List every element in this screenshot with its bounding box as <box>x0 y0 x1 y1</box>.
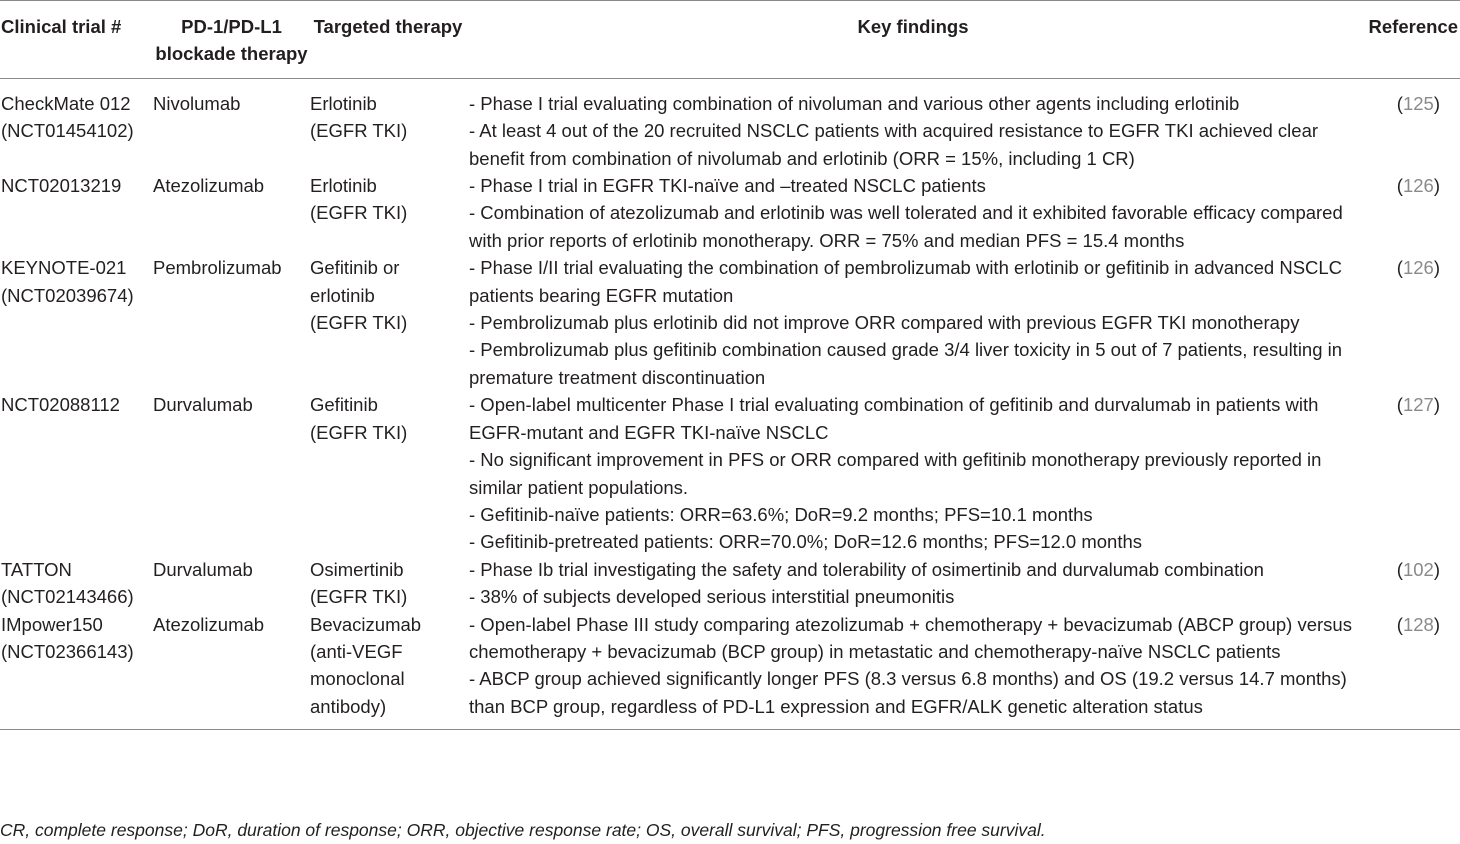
targeted-therapy-line: Gefitinib <box>310 394 378 416</box>
cell-clinical-trial <box>0 78 153 172</box>
trial-id-line: (NCT02366143) <box>1 640 134 662</box>
finding-item: - Open-label multicenter Phase I trial evaluating combination of gefitinib and durvalumab in patients with EGFR-mutant and EGFR TKI-naïve NSCLC <box>469 394 1319 443</box>
cell-key-findings <box>466 611 1360 730</box>
reference-open-paren: ( <box>1396 92 1403 114</box>
targeted-therapy-line: (EGFR TKI) <box>310 202 408 224</box>
finding-item: - At least 4 out of the 20 recruited NSCLC patients with acquired resistance to EGFR TKI achieved clear benefit from combination of nivolumab and erlotinib (ORR = 15%, including 1 CR) <box>469 120 1319 169</box>
cell-reference <box>1360 78 1460 172</box>
finding-item: - 38% of subjects developed serious interstitial pneumonitis <box>469 586 955 608</box>
cell-blockade-therapy: Durvalumab <box>153 558 253 580</box>
targeted-therapy-line: Gefitinib or <box>310 257 400 279</box>
header-targeted-therapy: Targeted therapy <box>310 1 466 79</box>
table-row <box>0 556 1460 611</box>
cell-clinical-trial <box>0 172 153 254</box>
cell-blockade-therapy: Durvalumab <box>153 394 253 416</box>
cell-key-findings <box>466 78 1360 172</box>
table-row <box>0 611 1460 730</box>
reference-close-paren: ) <box>1433 613 1440 635</box>
trial-id-line: NCT02088112 <box>1 394 120 416</box>
targeted-therapy-line: erlotinib <box>310 284 375 306</box>
cell-targeted-therapy <box>310 556 466 611</box>
finding-item: - Open-label Phase III study comparing atezolizumab + chemotherapy + bevacizumab (ABCP group) versus chemotherapy + bevacizumab (BCP group) in metastatic and chemotherapy-naïve NSCLC patients <box>469 613 1352 662</box>
reference-close-paren: ) <box>1433 92 1440 114</box>
reference-close-paren: ) <box>1433 175 1440 197</box>
cell-key-findings <box>466 556 1360 611</box>
targeted-therapy-line: (EGFR TKI) <box>310 421 408 443</box>
targeted-therapy-line: monoclonal <box>310 668 405 690</box>
header-clinical-trial: Clinical trial # <box>0 1 153 79</box>
reference-link[interactable]: 127 <box>1402 394 1434 416</box>
finding-item: - Pembrolizumab plus erlotinib did not improve ORR compared with previous EGFR TKI monotherapy <box>469 312 1300 334</box>
cell-key-findings <box>466 172 1360 254</box>
reference-close-paren: ) <box>1433 558 1440 580</box>
finding-item: - Gefitinib-naïve patients: ORR=63.6%; DoR=9.2 months; PFS=10.1 months <box>469 503 1093 525</box>
trial-id-line: (NCT02039674) <box>1 284 134 306</box>
cell-reference <box>1360 611 1460 730</box>
cell-targeted-therapy <box>310 254 466 391</box>
reference-open-paren: ( <box>1396 175 1403 197</box>
cell-blockade-therapy: Atezolizumab <box>153 175 265 197</box>
trial-id-line: IMpower150 <box>1 613 103 635</box>
header-blockade-therapy: PD-1/PD-L1 blockade therapy <box>153 1 310 79</box>
table-row <box>0 391 1460 555</box>
finding-item: - Phase I trial evaluating combination of nivoluman and various other agents including erlotinib <box>469 92 1240 114</box>
trial-id-line: KEYNOTE-021 <box>1 257 127 279</box>
targeted-therapy-line: Erlotinib <box>310 175 377 197</box>
targeted-therapy-line: Bevacizumab <box>310 613 422 635</box>
reference-link[interactable]: 102 <box>1402 558 1434 580</box>
cell-targeted-therapy <box>310 391 466 555</box>
header-reference: Reference <box>1360 1 1460 79</box>
trial-id-line: (NCT02143466) <box>1 586 134 608</box>
reference-open-paren: ( <box>1396 394 1403 416</box>
table-row <box>0 172 1460 254</box>
cell-reference <box>1360 172 1460 254</box>
table-row <box>0 254 1460 391</box>
targeted-therapy-line: antibody) <box>310 695 387 717</box>
cell-reference <box>1360 391 1460 555</box>
cell-clinical-trial <box>0 611 153 730</box>
table-header <box>0 1 1460 79</box>
reference-link[interactable]: 128 <box>1402 613 1434 635</box>
finding-item: - Phase Ib trial investigating the safety and tolerability of osimertinib and durvalumab combination <box>469 558 1264 580</box>
trial-id-line: TATTON <box>1 558 72 580</box>
reference-open-paren: ( <box>1396 613 1403 635</box>
cell-targeted-therapy <box>310 78 466 172</box>
table-body <box>0 78 1460 729</box>
cell-targeted-therapy <box>310 172 466 254</box>
targeted-therapy-line: (anti-VEGF <box>310 640 403 662</box>
reference-close-paren: ) <box>1433 394 1440 416</box>
finding-item: - ABCP group achieved significantly longer PFS (8.3 versus 6.8 months) and OS (19.2 versus 14.7 months) than BCP group, regardless of PD-L1 expression and EGFR/ALK genetic alteration status <box>469 668 1347 717</box>
header-key-findings: Key findings <box>466 1 1360 79</box>
reference-link[interactable]: 126 <box>1402 175 1434 197</box>
cell-reference <box>1360 254 1460 391</box>
reference-close-paren: ) <box>1433 257 1440 279</box>
cell-targeted-therapy <box>310 611 466 730</box>
targeted-therapy-line: Osimertinib <box>310 558 404 580</box>
finding-item: - No significant improvement in PFS or ORR compared with gefitinib monotherapy previously reported in similar patient populations. <box>469 449 1322 498</box>
cell-clinical-trial <box>0 254 153 391</box>
cell-reference <box>1360 556 1460 611</box>
cell-clinical-trial <box>0 391 153 555</box>
trial-id-line: NCT02013219 <box>1 175 122 197</box>
table-row <box>0 78 1460 172</box>
reference-link[interactable]: 126 <box>1402 257 1434 279</box>
trial-id-line: (NCT01454102) <box>1 120 134 142</box>
targeted-therapy-line: (EGFR TKI) <box>310 120 408 142</box>
finding-item: - Pembrolizumab plus gefitinib combination caused grade 3/4 liver toxicity in 5 out of 7 patients, resulting in premature treatment discontinuation <box>469 339 1343 388</box>
cell-key-findings <box>466 254 1360 391</box>
finding-item: - Gefitinib-pretreated patients: ORR=70.0%; DoR=12.6 months; PFS=12.0 months <box>469 531 1143 553</box>
finding-item: - Phase I trial in EGFR TKI-naïve and –treated NSCLC patients <box>469 175 986 197</box>
cell-blockade-therapy: Atezolizumab <box>153 611 310 730</box>
cell-blockade-therapy: Nivolumab <box>153 92 241 114</box>
cell-blockade-therapy: Pembrolizumab <box>153 257 282 279</box>
cell-clinical-trial <box>0 556 153 611</box>
table-footnote: CR, complete response; DoR, duration of response; ORR, objective response rate; OS, overall survival; PFS, progression free survival. <box>0 820 1046 840</box>
reference-open-paren: ( <box>1396 257 1403 279</box>
cell-key-findings <box>466 391 1360 555</box>
finding-item: - Combination of atezolizumab and erlotinib was well tolerated and it exhibited favorable efficacy compared with prior reports of erlotinib monotherapy. ORR = 75% and median PFS = 15.4 months <box>469 202 1343 251</box>
header-row <box>0 1 1460 79</box>
targeted-therapy-line: (EGFR TKI) <box>310 586 408 608</box>
trial-id-line: CheckMate 012 <box>1 92 131 114</box>
targeted-therapy-line: (EGFR TKI) <box>310 312 408 334</box>
finding-item: - Phase I/II trial evaluating the combination of pembrolizumab with erlotinib or gefitinib in advanced NSCLC patients bearing EGFR mutation <box>469 257 1343 306</box>
reference-link[interactable]: 125 <box>1402 92 1434 114</box>
reference-open-paren: ( <box>1396 558 1403 580</box>
targeted-therapy-line: Erlotinib <box>310 92 377 114</box>
